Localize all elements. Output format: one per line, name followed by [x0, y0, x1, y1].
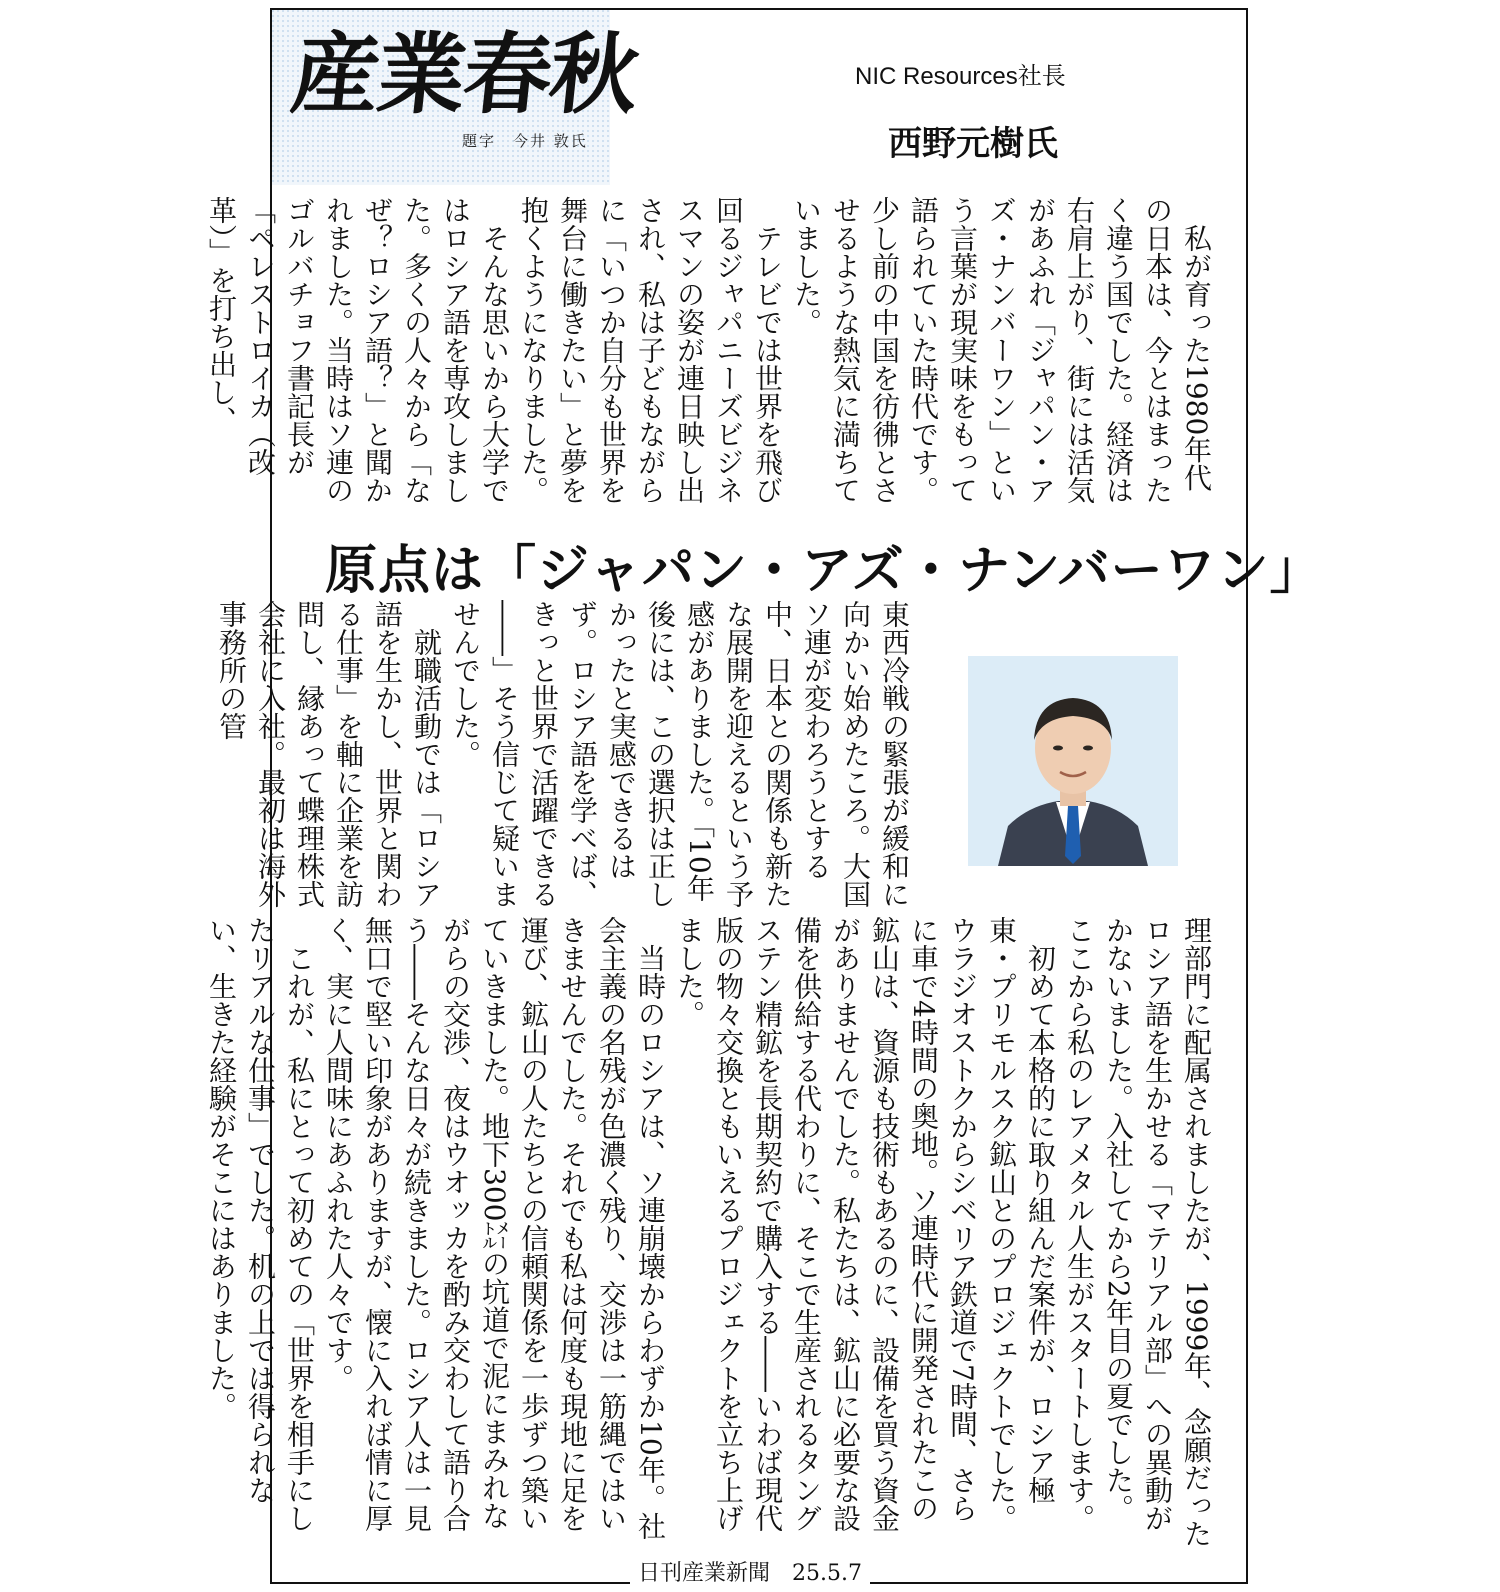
article-body-top: 私が育った1980年代の日本は、今とはまったく違う国でした。経済は右肩上がり、街には活気があふれ「ジャパン・アズ・ナンバーワン」という言葉が現実味をもって語られていた時代です。少し前の中国を彷彿とさせるような熱気に満ちていました。 テレビでは世界を飛び回るジャパニーズビジネスマンの姿が連日映し出され、私は子どもながらに「いつか自分も世界を舞台に働きたい」と夢を抱くようになりました。 そんな思いから大学ではロシア語を専攻しました。多くの人々から「なぜ？ロシア語？」と聞かれました。当時はソ連のゴルバチョフ書記長が「ペレストロイカ（改革）」を打ち出し、 — [205, 196, 1213, 504]
newspaper-dateline: 日刊産業新聞 25.5.7 — [630, 1556, 870, 1587]
column-title: 産業春秋 — [286, 22, 642, 126]
article-body-middle: 東西冷戦の緊張が緩和に向かい始めたころ。大国ソ連が変わろうとする中、日本との関係も新たな展開を迎えるという予感がありました。「10年後には、この選択は正しかったと実感できるはず。ロシア語を学べば、きっと世界で活躍できる――」そう信じて疑いませんでした。 就職活動では「ロシア語を生かし、世界と関わる仕事」を軸に企業を訪問し、縁あって蝶理株式会社に入社。最初は海外事務所の管 — [215, 600, 911, 908]
author-portrait — [968, 656, 1178, 866]
article-body-bottom: 理部門に配属されましたが、1999年、念願だったロシア語を生かせる「マテリアル部」への異動がかないました。入社してから2年目の夏でした。ここから私のレアメタル人生がスタートします。 初めて本格的に取り組んだ案件が、ロシア極東・プリモルスク鉱山とのプロジェクトでした。ウラジオストクからシベリア鉄道で7時間、さらに車で4時間の奥地。ソ連時代に開発されたこの鉱山は、資源も技術もあるのに、設備を買う資金がありませんでした。私たちは、鉱山に必要な設備を供給する代わりに、そこで生産されるタングステン精鉱を長期契約で購入する――いわば現代版の物々交換ともいえるプロジェクトを立ち上げました。 当時のロシアは、ソ連崩壊からわずか10年。社会主義の名残が色濃く残り、交渉は一筋縄ではいきませんでした。それでも私は何度も現地に足を運び、鉱山の人たちとの信頼関係を一歩ずつ築いていきました。地下300㍍の坑道で泥にまみれながらの交渉、夜はウオッカを酌み交わして語り合う――そんな日々が続きました。ロシア人は一見無口で堅い印象がありますが、懐に入れば情に厚く、実に人間味にあふれた人々です。 これが、私にとって初めての「世界を相手にしたリアルな仕事」でした。机の上では得られない、生きた経験がそこにはありました。 — [205, 916, 1213, 1548]
article-headline: 原点は「ジャパン・アズ・ナンバーワン」 — [325, 540, 1323, 601]
author-affiliation: NIC Resources社長 — [855, 63, 1066, 90]
portrait-illustration — [968, 656, 1178, 866]
author-name: 西野元樹氏 — [888, 124, 1058, 164]
title-calligraphy-credit: 題字 今井 敦氏 — [462, 132, 588, 150]
